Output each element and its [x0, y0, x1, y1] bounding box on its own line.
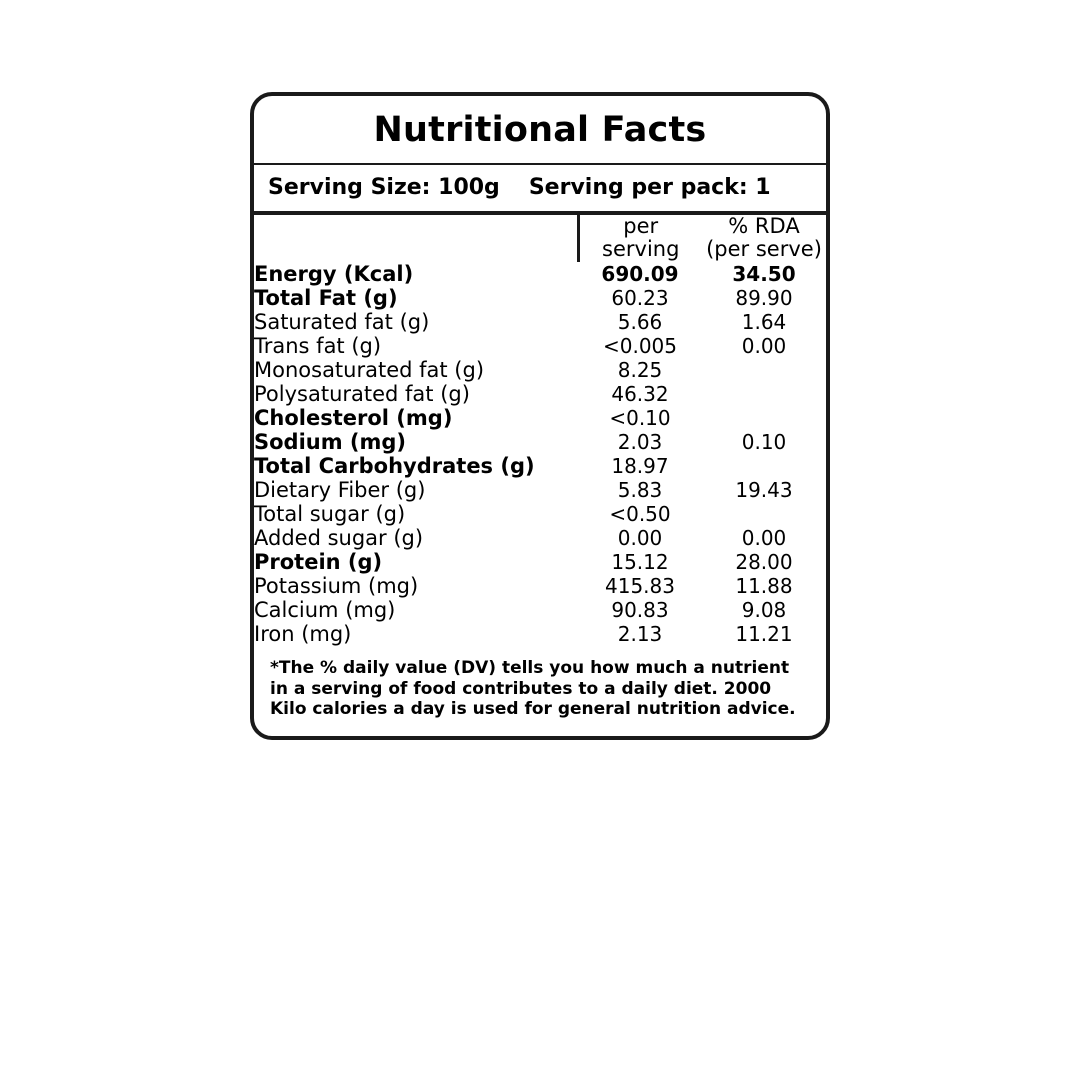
- nutrient-name: Monosaturated fat (g): [254, 357, 485, 382]
- nutrient-rda: [702, 406, 826, 430]
- table-row: [254, 430, 826, 454]
- nutrient-rda: 89.90: [735, 285, 793, 310]
- nutrient-per-serving: <0.10: [609, 405, 671, 430]
- nutrient-name: Total sugar (g): [254, 501, 406, 526]
- nutrient-name: Polysaturated fat (g): [254, 381, 470, 406]
- nutrient-per-serving: 2.03: [617, 429, 663, 454]
- nutrient-per-serving: 690.09: [601, 261, 679, 286]
- nutrient-per-serving: 0.00: [617, 525, 663, 550]
- table-row: [254, 550, 826, 574]
- column-header-rda: [702, 215, 826, 262]
- column-header-nutrient: [254, 215, 578, 262]
- nutrient-rda: 28.00: [735, 549, 793, 574]
- table-row: [254, 502, 826, 526]
- table-row: [254, 622, 826, 646]
- nutrient-rda: 0.00: [741, 525, 787, 550]
- nutrient-rda: [702, 454, 826, 478]
- table-row: [254, 310, 826, 334]
- table-header-row: [254, 215, 826, 262]
- nutrient-rda: 9.08: [741, 597, 787, 622]
- nutrient-rda: 11.88: [735, 573, 793, 598]
- table-row: [254, 406, 826, 430]
- table-row: [254, 382, 826, 406]
- nutrient-name: Potassium (mg): [254, 573, 419, 598]
- table-row: [254, 262, 826, 286]
- nutrient-name: Sodium (mg): [254, 429, 407, 454]
- table-row: [254, 334, 826, 358]
- table-row: [254, 598, 826, 622]
- nutrient-rda: [702, 358, 826, 382]
- table-row: [254, 526, 826, 550]
- nutrient-rda: 11.21: [735, 621, 793, 646]
- nutrient-rda: 0.10: [741, 429, 787, 454]
- nutrient-name: Added sugar (g): [254, 525, 424, 550]
- nutrient-per-serving: <0.005: [602, 333, 677, 358]
- nutrient-per-serving: 18.97: [611, 453, 669, 478]
- nutrient-per-serving: <0.50: [609, 501, 671, 526]
- nutrient-per-serving: 90.83: [611, 597, 669, 622]
- serving-size: Serving Size: 100g: [268, 174, 500, 200]
- nutrient-name: Protein (g): [254, 549, 383, 574]
- nutrient-name: Total Carbohydrates (g): [254, 453, 535, 478]
- column-header-rda-line1: % RDA: [728, 213, 800, 238]
- nutrient-rda: 1.64: [741, 309, 787, 334]
- nutrient-rda: 19.43: [735, 477, 793, 502]
- nutrient-name: Iron (mg): [254, 621, 352, 646]
- table-row: [254, 358, 826, 382]
- nutrient-rda: [702, 502, 826, 526]
- table-row: [254, 454, 826, 478]
- nutrient-name: Calcium (mg): [254, 597, 396, 622]
- column-header-per-serving-line2: serving: [602, 237, 680, 262]
- nutrient-name: Saturated fat (g): [254, 309, 430, 334]
- nutrient-rda: 34.50: [732, 261, 796, 286]
- nutrient-name: Cholesterol (mg): [254, 405, 453, 430]
- column-header-per-serving: [578, 215, 702, 262]
- nutrition-table: [254, 215, 826, 646]
- table-row: [254, 574, 826, 598]
- label-title-row: [254, 96, 826, 163]
- nutrition-facts-panel: [250, 92, 830, 740]
- nutrient-per-serving: 415.83: [605, 573, 675, 598]
- nutrient-name: Energy (Kcal): [254, 261, 414, 286]
- nutrient-per-serving: 5.66: [617, 309, 663, 334]
- nutrient-per-serving: 2.13: [617, 621, 663, 646]
- nutrient-per-serving: 46.32: [611, 381, 669, 406]
- nutrient-rda: 0.00: [741, 333, 787, 358]
- column-header-per-serving-line1: per: [623, 213, 659, 238]
- nutrient-per-serving: 60.23: [611, 285, 669, 310]
- nutrient-per-serving: 15.12: [611, 549, 669, 574]
- column-header-rda-line2: (per serve): [706, 237, 822, 262]
- table-row: [254, 286, 826, 310]
- serving-per-pack: Serving per pack: 1: [528, 174, 771, 200]
- serving-info-row: [254, 165, 826, 211]
- nutrient-per-serving: 5.83: [617, 477, 663, 502]
- nutrient-name: Dietary Fiber (g): [254, 477, 426, 502]
- nutrient-per-serving: 8.25: [617, 357, 663, 382]
- nutrient-name: Total Fat (g): [254, 285, 398, 310]
- daily-value-footnote: *The % daily value (DV) tells you how much a nutrient in a serving of food contributes to a daily diet. 2000 Kilo calories a day is used for general nutrition advice.: [270, 657, 796, 720]
- page-title: Nutritional Facts: [373, 110, 707, 150]
- nutrient-name: Trans fat (g): [254, 333, 382, 358]
- nutrient-rda: [702, 382, 826, 406]
- table-row: [254, 478, 826, 502]
